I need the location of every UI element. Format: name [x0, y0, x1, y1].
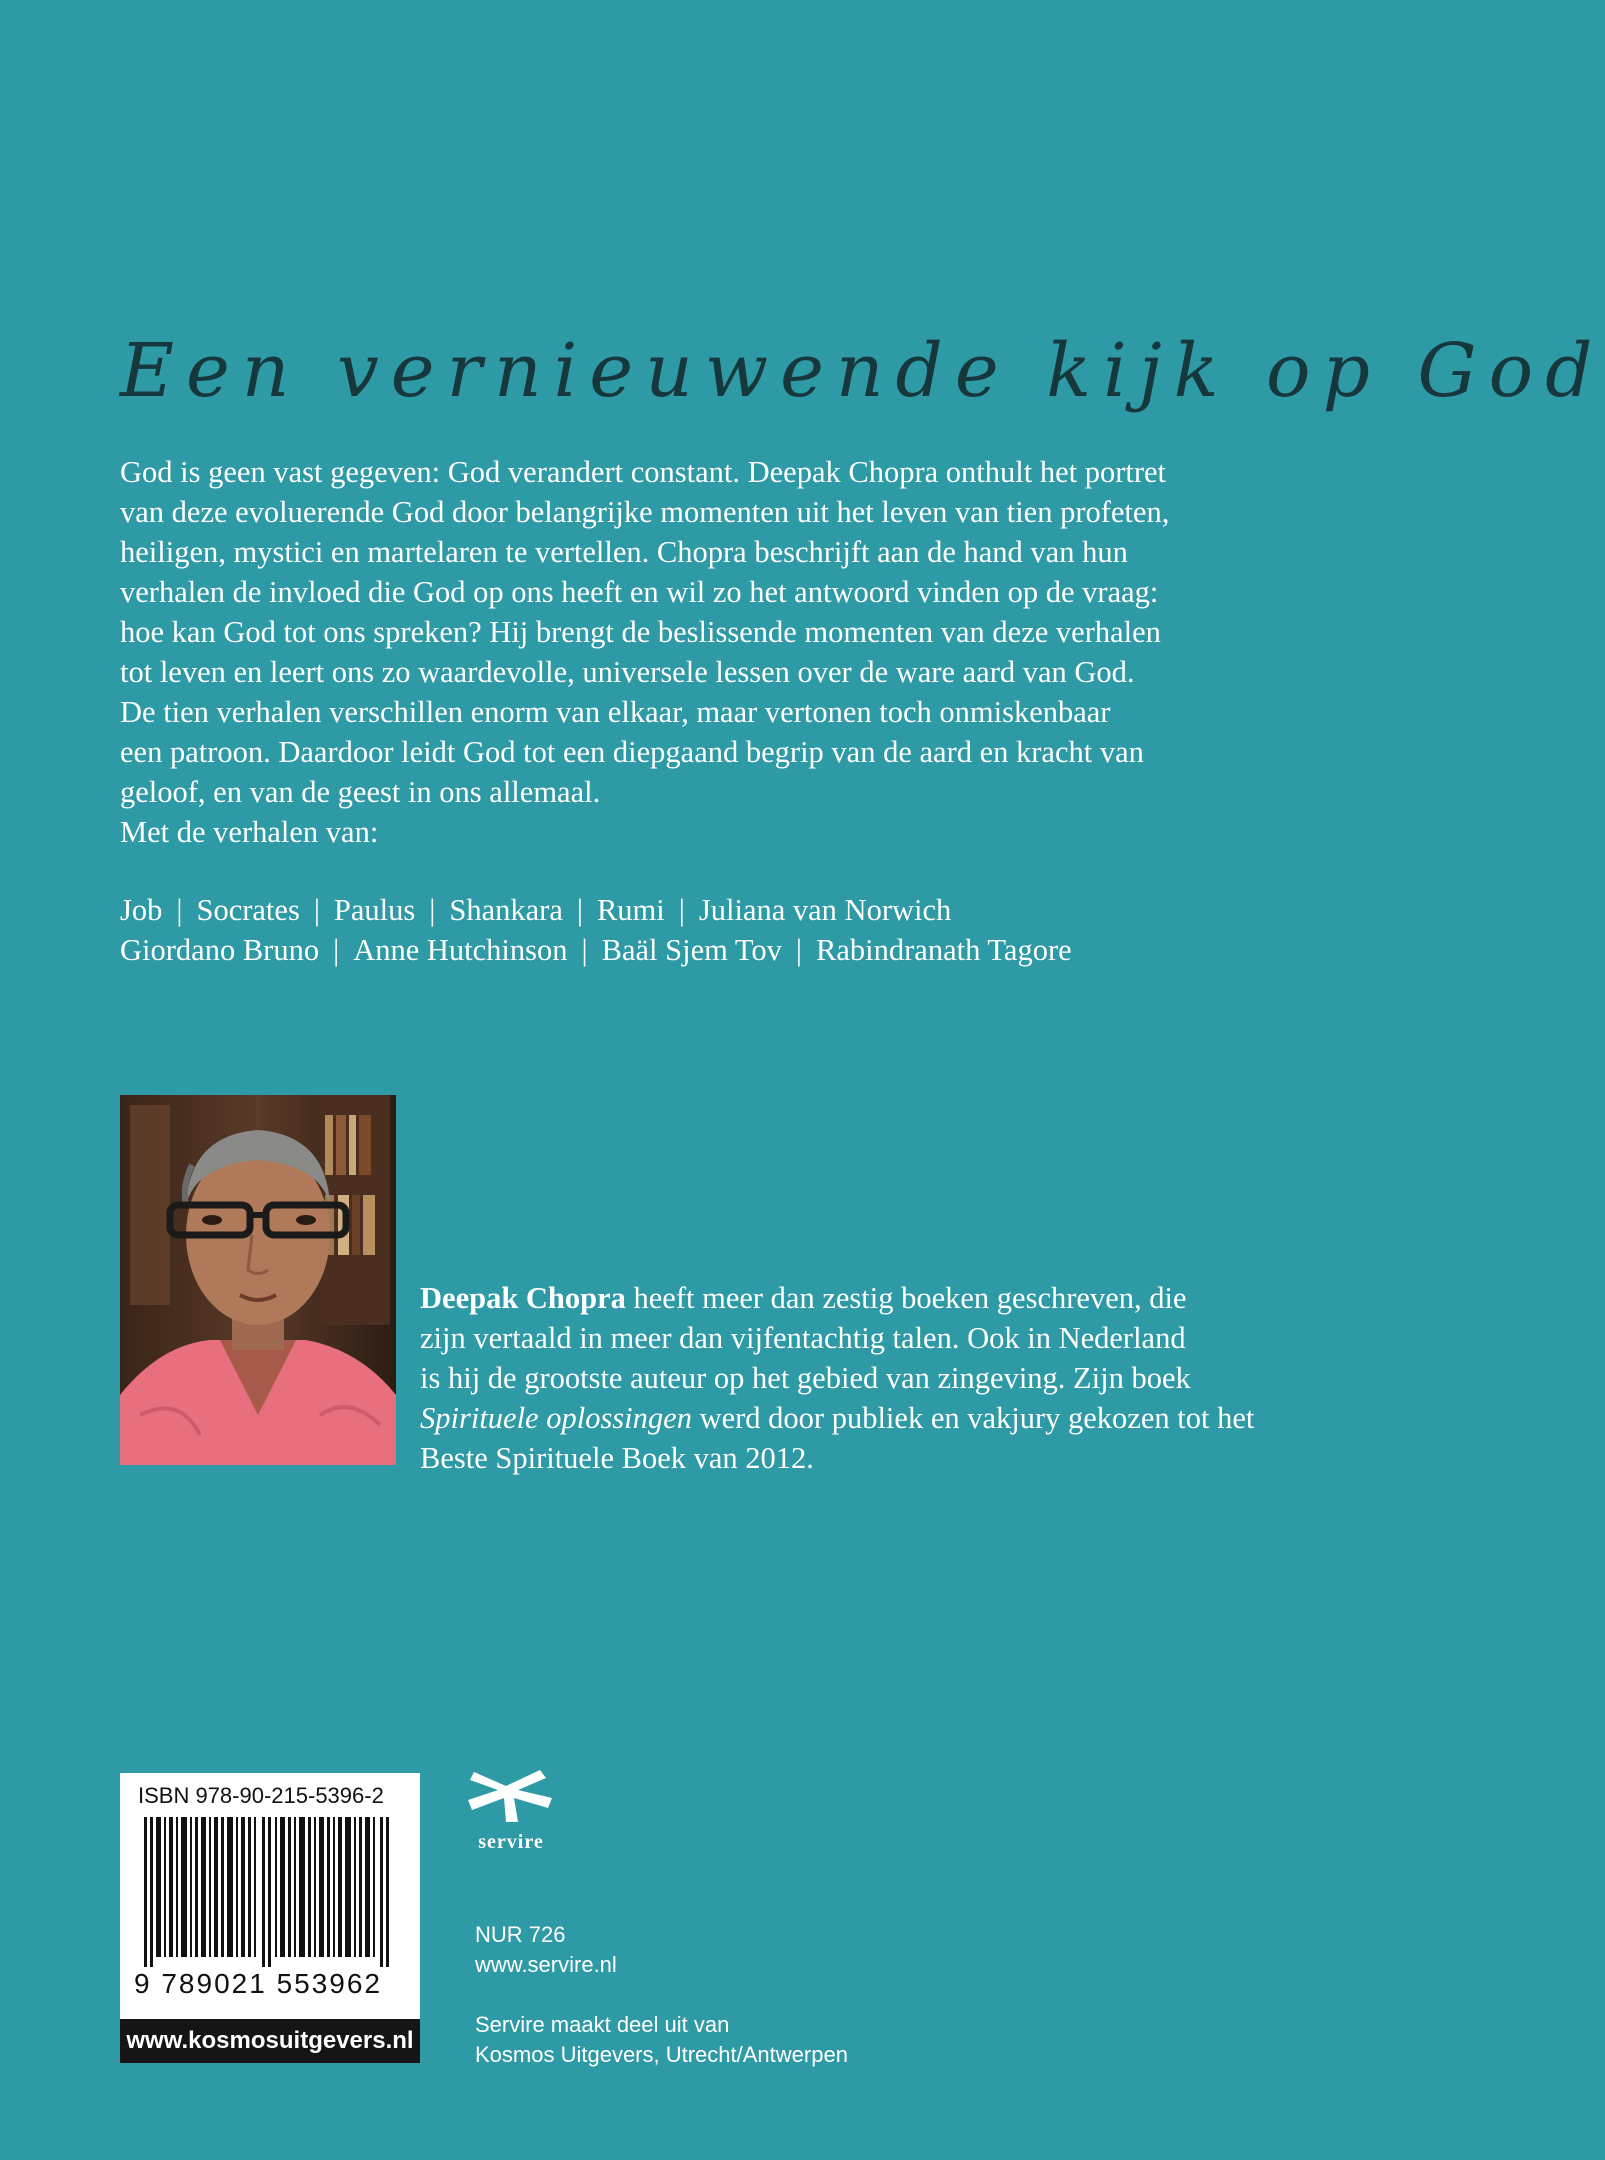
servire-logo-icon — [466, 1768, 556, 1824]
bio-text: werd door publiek en vakjury gekozen tot het — [691, 1401, 1255, 1435]
name-item: Job — [120, 893, 163, 927]
description-line: tot leven en leert ons zo waardevolle, universele lessen over de ware aard van God. — [120, 655, 1135, 689]
name-item: Baäl Sjem Tov — [601, 933, 782, 967]
imprint-line: Kosmos Uitgevers, Utrecht/Antwerpen — [475, 2042, 848, 2067]
description-line: verhalen de invloed die God op ons heeft en wil zo het antwoord vinden op de vraag: — [120, 575, 1159, 609]
description-line: geloof, en van de geest in ons allemaal. — [120, 775, 601, 809]
imprint-block — [475, 1920, 848, 2070]
author-name: Deepak Chopra — [420, 1281, 626, 1315]
name-item: Rabindranath Tagore — [816, 933, 1072, 967]
separator: | — [429, 893, 436, 927]
barcode-panel — [120, 1773, 420, 2063]
bio-line — [420, 1398, 1320, 1438]
name-item: Paulus — [333, 893, 416, 927]
bio-line — [420, 1278, 1320, 1318]
description-line: van deze evoluerende God door belangrijke momenten uit het leven van tien profeten, — [120, 495, 1170, 529]
names-row-2 — [120, 930, 1320, 970]
separator: | — [333, 933, 340, 967]
description-line: heiligen, mystici en martelaren te vertellen. Chopra beschrijft aan de hand van hun — [120, 535, 1128, 569]
servire-logo — [466, 1768, 556, 1854]
featured-names — [120, 890, 1320, 970]
headline: Een vernieuwende kijk op God — [120, 328, 1605, 414]
separator: | — [176, 893, 183, 927]
nur-code: NUR 726 — [475, 1922, 566, 1947]
publisher-url[interactable]: www.servire.nl — [475, 1952, 617, 1977]
bio-line: zijn vertaald in meer dan vijfentachtig talen. Ook in Nederland — [420, 1321, 1186, 1355]
isbn-number: ISBN 978-90-215-5396-2 — [138, 1783, 384, 1808]
book-title: Spirituele oplossingen — [420, 1401, 692, 1435]
name-item: Shankara — [449, 893, 563, 927]
name-item: Anne Hutchinson — [353, 933, 568, 967]
names-row-1 — [120, 890, 1320, 930]
separator: | — [313, 893, 320, 927]
description-line: De tien verhalen verschillen enorm van elkaar, maar vertonen toch onmiskenbaar — [120, 695, 1111, 729]
bio-line: is hij de grootste auteur op het gebied van zingeving. Zijn boek — [420, 1361, 1191, 1395]
description-line: God is geen vast gegeven: God verandert constant. Deepak Chopra onthult het portret — [120, 455, 1167, 489]
separator: | — [678, 893, 685, 927]
name-item: Juliana van Norwich — [698, 893, 952, 927]
ean-digits: 9 789021 553962 — [134, 1968, 382, 1999]
logo-wordmark: servire — [478, 1831, 544, 1853]
separator: | — [576, 893, 583, 927]
description-line: hoe kan God tot ons spreken? Hij brengt de beslissende momenten van deze verhalen — [120, 615, 1161, 649]
separator: | — [581, 933, 588, 967]
description-line: Met de verhalen van: — [120, 815, 379, 849]
name-item: Rumi — [596, 893, 665, 927]
publisher-website-strip: www.kosmosuitgevers.nl — [120, 2019, 420, 2063]
imprint-line: Servire maakt deel uit van — [475, 2012, 730, 2037]
barcode-icon — [130, 1817, 410, 1967]
author-bio — [420, 1278, 1320, 1478]
separator: | — [795, 933, 803, 967]
name-item: Socrates — [196, 893, 300, 927]
spacer — [475, 1980, 848, 2010]
bio-text: heeft meer dan zestig boeken geschreven, die — [625, 1281, 1187, 1315]
description — [120, 452, 1320, 852]
bio-line: Beste Spirituele Boek van 2012. — [420, 1441, 814, 1475]
author-photo — [120, 1095, 396, 1465]
description-line: een patroon. Daardoor leidt God tot een diepgaand begrip van de aard en kracht van — [120, 735, 1144, 769]
name-item: Giordano Bruno — [120, 933, 320, 967]
